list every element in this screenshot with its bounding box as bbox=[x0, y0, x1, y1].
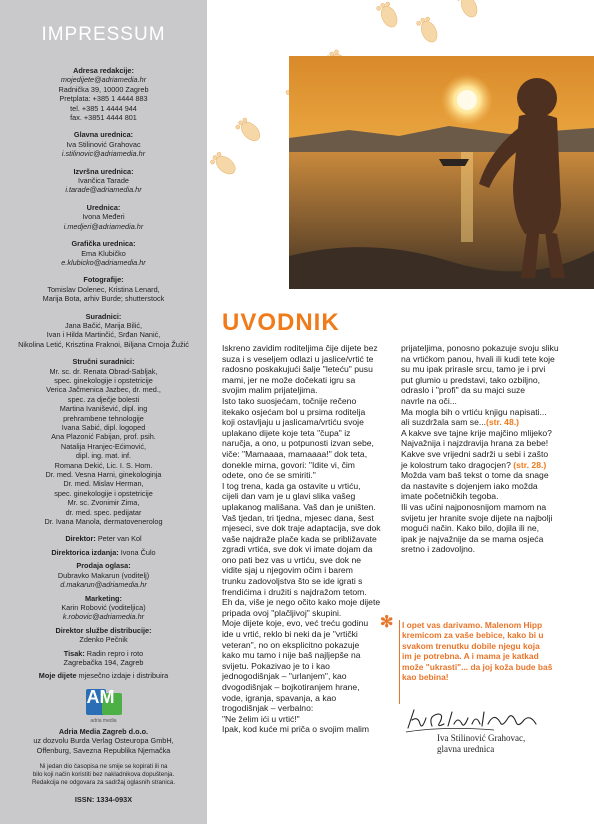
text-line: Možda vam baš tekst o tome da snage bbox=[401, 470, 549, 481]
text-line: imate početničkih tegoba. bbox=[401, 491, 499, 502]
expert-line: dipl. ing. mat. inf. bbox=[75, 451, 132, 461]
text-line: suza i s veseljem odlazi u jaslice/vrtić te bbox=[222, 353, 374, 364]
expert-line: Romana Dekić, Lic. I. S. Hom. bbox=[54, 460, 153, 470]
disclaimer-line: Redakcija ne odgovara za sadržaj oglasnih stranica. bbox=[31, 778, 176, 786]
expert-line: prehrambene tehnologije bbox=[63, 413, 144, 423]
text-line: itekako osjećam bol u prsima roditelja bbox=[222, 406, 366, 417]
expert-line: spec. ginekologije i opstetricije bbox=[54, 488, 153, 498]
text-line: koji ostavljaju u jaslicama/vrtiću svoje bbox=[222, 417, 364, 428]
page-reference-48[interactable]: (str. 48.) bbox=[486, 417, 519, 428]
text-line: vode, igranja, spavanja, a kao bbox=[222, 692, 337, 703]
text-line: Ipak, kod kuće mi priča o svojim malim bbox=[222, 724, 370, 735]
signature-block bbox=[437, 733, 525, 755]
graphic-editor-label: Grafička urednica: bbox=[71, 239, 136, 249]
promo-line: kao bebina! bbox=[402, 672, 449, 683]
expert-line: spec. za dječje bolesti bbox=[67, 394, 140, 404]
editor-block bbox=[2, 203, 205, 231]
text-line bbox=[401, 460, 576, 471]
photos-line: Tomislav Dolenec, Kristina Lenard, bbox=[47, 284, 160, 294]
print-block bbox=[2, 649, 205, 668]
address-email: mojedijete@adriamedia.hr bbox=[60, 75, 147, 85]
text-line: Ili vas učini najponosnijom mamom na bbox=[401, 501, 547, 512]
text-line: Eh da, više je nego očito kako moje dijete bbox=[222, 597, 381, 608]
graphic-editor-name: Ema Klubičko bbox=[81, 248, 126, 258]
expert-line: Mr. sc. dr. Renata Obrad-Sabljak, bbox=[49, 366, 158, 376]
text-line: veteran", no on eksplicitno pokazuje bbox=[222, 639, 360, 650]
frequency-text: mjesečno izdaje i distribuira bbox=[78, 671, 169, 681]
address-fax: fax. +3851 4444 801 bbox=[70, 113, 137, 123]
executive-editor-name: Ivančica Tarade bbox=[78, 176, 129, 186]
director-name: Peter van Kol bbox=[97, 534, 142, 544]
company-block bbox=[2, 727, 205, 755]
photos-block bbox=[2, 275, 205, 303]
graphic-editor-email: e.klubicko@adriamedia.hr bbox=[61, 257, 146, 267]
text-line: ipak je najvažnije da se mama osjeća bbox=[401, 533, 544, 544]
promo-line: može "ukrasti"... da joj koža bude baš bbox=[402, 661, 553, 672]
expert-line: Ana Plazonić Fabijan, prof. psih. bbox=[51, 432, 156, 442]
text-line: Najvažnija i najzdravija hrana za bebe! bbox=[401, 438, 549, 449]
text-line: vidite sjaj u njegovim očim i barem bbox=[222, 565, 353, 576]
frequency-block bbox=[2, 671, 205, 680]
expert-line: Dr. Ivana Manola, dermatovenerolog bbox=[44, 517, 163, 527]
print-line: Radin repro i roto bbox=[86, 648, 144, 658]
promo-divider bbox=[399, 620, 400, 704]
text-line: jednogodišnjak – "urlanjem", kao bbox=[222, 671, 347, 682]
photos-label: Fotografije: bbox=[83, 275, 124, 285]
text-line: Vaš tjedan, tri tjedna, mjesec dana, šest bbox=[222, 512, 374, 523]
chief-editor-label: Glavna urednica: bbox=[73, 130, 134, 140]
company-line: uz dozvolu Burda Verlag Osteuropa GmbH, bbox=[33, 736, 174, 746]
article-title: UVODNIK bbox=[222, 309, 340, 336]
text-line: na vrtićkom panou, hvali ili kudi tete koje bbox=[401, 353, 555, 364]
contributors-line: Nikolina Letić, Krisztina Fraknoi, Biljana Crnoja Žužić bbox=[18, 339, 189, 349]
disclaimer-line: Ni jedan dio časopisa ne smije se kopirati ili na bbox=[39, 762, 168, 770]
text-line: "Ne želim ići u vrtić!" bbox=[222, 713, 300, 724]
text-line: sretno i zadovoljno. bbox=[401, 544, 476, 555]
impressum-sidebar bbox=[0, 0, 207, 824]
disclaimer-line: bilo koji način koristiti bez nakladnikova dopuštenja. bbox=[32, 770, 175, 778]
text-line: I tog trena, kada ga ostavite u vrtiću, bbox=[222, 480, 361, 491]
disclaimer-block bbox=[2, 763, 205, 787]
marketing-label: Marketing: bbox=[85, 593, 122, 603]
expert-line: Verica Jačmenica Jazbec, dr. med., bbox=[46, 385, 161, 395]
sunset-child-photo bbox=[289, 56, 594, 289]
text-line: viče: "Mamaaaa, mamaaaa!" dok teta, bbox=[222, 448, 368, 459]
text-line: mjeseci, sve dok traje adaptacija, sve dok bbox=[222, 523, 381, 534]
text-line: zgradi vrtića, sve dok vi imate dojam da bbox=[222, 544, 373, 555]
ad-sales-name: Dubravko Makarun (voditelj) bbox=[57, 570, 150, 580]
marketing-block bbox=[2, 594, 205, 622]
address-tel: tel. +385 1 4444 944 bbox=[70, 103, 137, 113]
address-street: Radnička 39, 10000 Zagreb bbox=[58, 84, 149, 94]
text-line: put glumio u predstavi, tako ozbiljno, bbox=[401, 374, 541, 385]
text-line: frendićima i družiti s najdražom tetom. bbox=[222, 586, 367, 597]
executive-editor-block bbox=[2, 167, 205, 195]
expert-line: Natalija Hranjec-Ećimović, bbox=[60, 441, 147, 451]
photos-line: Marija Bota, arhiv Burde; shutterstock bbox=[42, 294, 165, 304]
text-fragment: ali suzdržala sam se... bbox=[401, 417, 487, 428]
expert-line: Mr. sc. Zvonimir Zima, bbox=[67, 498, 140, 508]
company-name: Adria Media Zagreb d.o.o. bbox=[58, 726, 149, 736]
issn-block bbox=[2, 795, 205, 804]
chief-editor-email: i.stilinovic@adriamedia.hr bbox=[61, 149, 146, 159]
executive-editor-email: i.tarade@adriamedia.hr bbox=[65, 185, 142, 195]
address-block bbox=[2, 66, 205, 122]
print-line: Zagrebačka 194, Zagreb bbox=[63, 657, 144, 667]
text-line: vaše najdraže plače kada se približavate bbox=[222, 533, 377, 544]
graphic-editor-block bbox=[2, 239, 205, 267]
text-line: dvogodišnjak – bojkotiranjem hrane, bbox=[222, 682, 360, 692]
editor-email: i.medjeri@adriamedia.hr bbox=[63, 221, 144, 231]
contributors-label: Suradnici: bbox=[85, 311, 122, 321]
director-block bbox=[2, 534, 205, 543]
text-line: svijetu. Pokazivao je to i kao bbox=[222, 660, 330, 671]
text-line: ono pati bez vas u vrtiću, sve dok ne bbox=[222, 554, 362, 565]
text-line: kako mu tamo i nije baš najljepše na bbox=[222, 650, 361, 661]
logo-letters: AM bbox=[86, 686, 115, 707]
text-line: navrle na oči... bbox=[401, 395, 457, 406]
text-line: su mu ipak prirasle srcu, tamo je i prvi bbox=[401, 364, 546, 375]
chief-editor-name: Iva Stilinović Grahovac bbox=[66, 139, 141, 149]
signature-name: Iva Stilinović Grahovac, bbox=[437, 733, 526, 743]
contributors-line: Jana Bačić, Marija Bilić, bbox=[64, 320, 143, 330]
logo-caption: adria media bbox=[90, 717, 117, 724]
distribution-name: Zdenko Pečnik bbox=[79, 635, 128, 645]
promo-line: svakom trenutku dobile njegu koja bbox=[402, 640, 540, 651]
promo-text bbox=[402, 620, 574, 682]
handwritten-signature bbox=[404, 706, 544, 736]
chief-editor-block bbox=[2, 130, 205, 158]
text-line: mogući način. Kako bilo, dojila ili ne, bbox=[401, 523, 540, 534]
executive-editor-label: Izvršna urednica: bbox=[73, 166, 134, 176]
contributors-block bbox=[2, 312, 205, 350]
text-line: svojim malim prijateljima. bbox=[222, 385, 318, 396]
marketing-name: Karin Robović (voditeljica) bbox=[61, 602, 146, 612]
text-line: Kakve sve vrijedni sadrži u sebi i zašto bbox=[401, 448, 549, 459]
address-subscription: Pretplata: +385 1 4444 883 bbox=[59, 94, 148, 104]
signature-role: glavna urednica bbox=[437, 744, 495, 754]
text-line: Moje dijete koje, evo, već treću godinu bbox=[222, 618, 369, 629]
marketing-email: k.robovic@adriamedia.hr bbox=[62, 612, 145, 622]
promo-line: I opet vas darivamo. Malenom Hipp bbox=[402, 620, 543, 630]
text-line: cijeli dan vam je u glavi slika vašeg bbox=[222, 491, 356, 502]
distribution-block bbox=[2, 626, 205, 645]
address-label: Adresa redakcije: bbox=[73, 66, 134, 75]
text-line: mami, jer ne može dočekati igru sa bbox=[222, 374, 356, 385]
ad-sales-label: Prodaja oglasa: bbox=[76, 561, 131, 571]
promo-line: kremicom za vaše bebice, kako bi u bbox=[402, 630, 544, 641]
expert-line: Dr. med. Vesna Harni, ginekologinja bbox=[45, 470, 162, 480]
flower-icon: ✻ bbox=[380, 614, 394, 631]
expert-line: Ivana Sabić, dipl. logoped bbox=[61, 423, 146, 432]
ad-sales-email: d.makarun@adriamedia.hr bbox=[60, 580, 147, 590]
text-line: ide u vrtić, reklo bi neki da je "vrtički bbox=[222, 629, 358, 640]
distribution-label: Direktor službe distribucije: bbox=[55, 625, 152, 635]
expert-line: Dr. med. Mislav Herman, bbox=[63, 479, 144, 489]
article-column-1 bbox=[222, 343, 392, 735]
text-line: trunku zadovoljstva što se ide igrati s bbox=[222, 576, 363, 587]
text-line: A kakve sve tajne krije majčino mlijeko? bbox=[401, 427, 552, 438]
adria-media-logo bbox=[84, 686, 124, 725]
text-line: Iskreno zavidim roditeljima čije dijete bez bbox=[222, 343, 378, 353]
issn: ISSN: 1334-093X bbox=[74, 794, 133, 804]
text-line: Ma mogla bih o vrtiću knjigu napisati... bbox=[401, 406, 547, 417]
text-line: da nastavite s dojenjem iako možda bbox=[401, 480, 538, 491]
director-label: Direktor: bbox=[65, 534, 96, 544]
print-label: Tisak: bbox=[63, 648, 85, 658]
company-line: Offenburg, Savezna Republika Njemačka bbox=[36, 745, 171, 755]
page-reference-28[interactable]: (str. 28.) bbox=[513, 459, 547, 470]
text-line: naručja, a ono, u potpunosti izvan sebe, bbox=[222, 438, 374, 449]
experts-block bbox=[2, 357, 205, 526]
experts-label: Stručni suradnici: bbox=[72, 357, 135, 367]
contributors-line: Ivan i Hilda Martinčić, Srđan Nanić, bbox=[46, 330, 161, 340]
impressum-title: IMPRESSUM bbox=[41, 24, 166, 45]
publishing-director-block bbox=[2, 548, 205, 557]
article-column-2 bbox=[401, 343, 576, 555]
text-line: donekle mirna, govori: "Idite vi, čim bbox=[222, 459, 355, 470]
editor-name: Ivona Međeri bbox=[82, 212, 125, 222]
text-line bbox=[401, 417, 576, 428]
expert-line: Martina Ivanišević, dipl. ing bbox=[59, 404, 148, 414]
text-line: svijetu jer hranite svoje dijete na najbolji bbox=[401, 512, 553, 523]
expert-line: spec. ginekologije i opstetricije bbox=[54, 375, 153, 385]
frequency-label: Moje dijete bbox=[38, 671, 77, 681]
expert-line: dr. med. spec. pedijatar bbox=[65, 507, 142, 517]
text-line: uplakano dijete koje teta "čupa" iz bbox=[222, 427, 351, 438]
text-line: odraslo i "profi" da su majci suze bbox=[401, 385, 526, 396]
text-line: Isto tako suosjećam, točnije rečeno bbox=[222, 395, 357, 406]
impressum-body bbox=[2, 66, 205, 812]
text-line: odete, ono će se smiriti." bbox=[222, 470, 316, 481]
ad-sales-block bbox=[2, 561, 205, 589]
publishing-director-label: Direktorica izdanja: bbox=[51, 547, 119, 557]
text-line: uplakanog mališana. Vaš dan je uništen. bbox=[222, 501, 376, 512]
text-fragment: je kolostrum tako dragocjen? bbox=[401, 459, 511, 470]
text-line: pripada ovoj "plačljivoj" skupini. bbox=[222, 607, 342, 618]
text-line: trogodišnjak – verbalno: bbox=[222, 703, 314, 714]
editor-label: Urednica: bbox=[86, 202, 121, 212]
text-line: prijateljima, ponosno pokazuje svoju sliku bbox=[401, 343, 559, 353]
promo-line: im je potrebna. A i mama je katkad bbox=[402, 651, 539, 662]
publishing-director-name: Ivona Čulo bbox=[120, 547, 156, 557]
text-line: radosno poskakujući šalje "leteću" pusu bbox=[222, 364, 373, 375]
